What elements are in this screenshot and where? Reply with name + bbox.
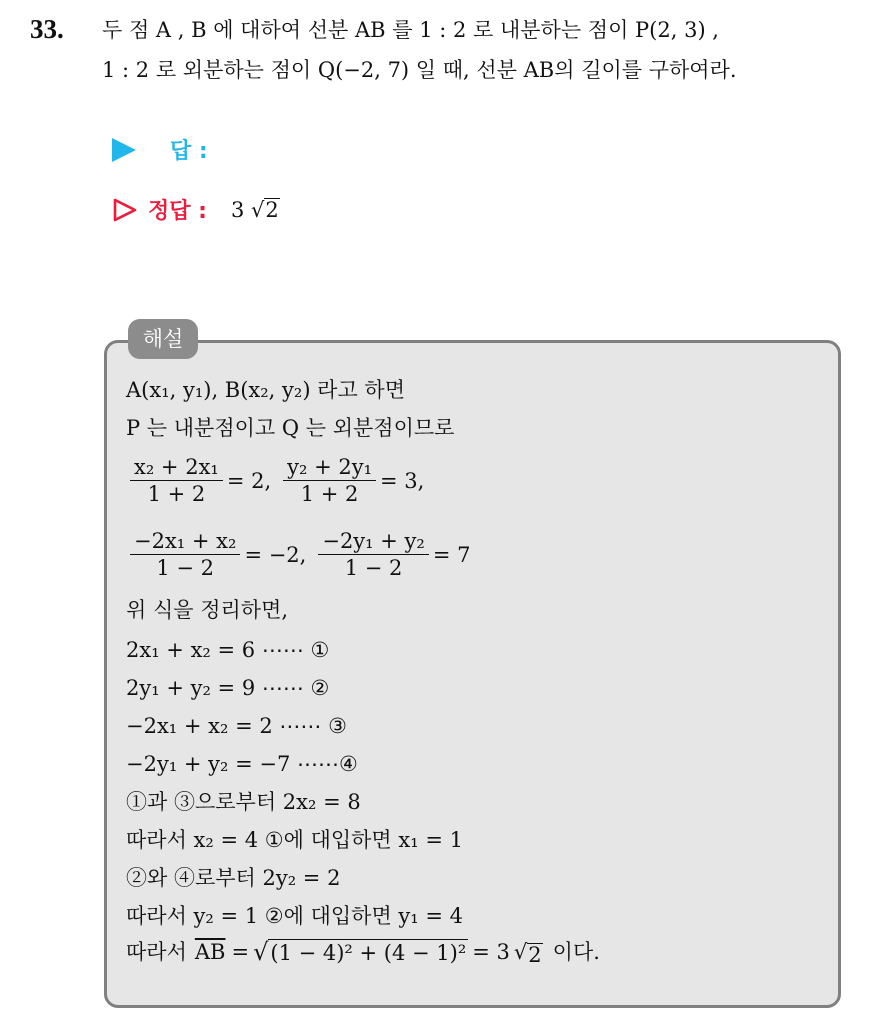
segment-ab: $\overline{AB}$ <box>194 940 226 964</box>
question-number: 33. <box>30 14 64 44</box>
solution-line: ①과 ③으로부터 2x₂ = 8 <box>126 790 361 814</box>
fraction: $\frac{\text{−2y₁ + y₂}}{1 - 2}$ <box>318 528 428 581</box>
correct-answer-value <box>231 198 280 222</box>
radicand: (1 − 4)² + (4 − 1)² <box>270 941 467 965</box>
solution-line: 2x₁ + x₂ = 6 ⋯⋯ ① <box>126 638 330 662</box>
solution-line: 따라서 y₂ = 1 ②에 대입하면 y₁ = 4 <box>126 904 463 928</box>
radicand: 2 <box>528 942 542 967</box>
solution-line: −2x₁ + x₂ = 2 ⋯⋯ ③ <box>126 714 347 738</box>
correct-answer-coef: 3 <box>230 197 245 222</box>
answer-label: 답 : <box>170 139 208 164</box>
play-triangle-icon <box>112 138 136 162</box>
sqrt-symbol: √ 2 <box>251 197 279 223</box>
solution-line: P 는 내분점이고 Q 는 외분점이므로 <box>126 416 455 440</box>
correct-answer-radicand: 2 <box>265 198 279 223</box>
sqrt-symbol: √ (1 − 4)² + (4 − 1)² <box>253 938 467 966</box>
question-text-line-1: 두 점 A , B 에 대하여 선분 AB 를 1 : 2 로 내분하는 점이 P(2, 3) , <box>102 18 719 42</box>
solution-line: 위 식을 정리하면, <box>126 598 289 622</box>
correct-answer-label: 정답 : <box>148 199 207 224</box>
equals-three: = 3 <box>472 940 510 964</box>
fraction-equation-row <box>126 528 470 581</box>
equation-rhs: = 2, <box>226 468 272 493</box>
equals-sign: = <box>231 940 250 964</box>
solution-line: A(x₁, y₁), B(x₂, y₂) 라고 하면 <box>126 378 406 402</box>
solution-line: 2y₁ + y₂ = 9 ⋯⋯ ② <box>126 676 330 700</box>
equation-rhs: = −2, <box>244 542 307 567</box>
outline-triangle-icon <box>112 197 138 223</box>
sqrt-symbol: √ 2 <box>513 940 542 967</box>
fraction: $\frac{\text{y₂ + 2y₁}}{1 + 2}$ <box>283 454 376 507</box>
equation-rhs: = 3, <box>380 468 425 493</box>
final-line-prefix: 따라서 <box>126 940 187 964</box>
fraction: $\frac{\text{−2x₁ + x₂}}{1 - 2}$ <box>130 528 240 581</box>
question-text-line-2: 1 : 2 로 외분하는 점이 Q(−2, 7) 일 때, 선분 AB의 길이를 구하여라. <box>102 58 737 82</box>
equation-rhs: = 7 <box>432 542 471 567</box>
solution-line: 따라서 x₂ = 4 ①에 대입하면 x₁ = 1 <box>126 828 463 852</box>
solution-line: ②와 ④로부터 2y₂ = 2 <box>126 866 341 890</box>
solution-tab: 해설 <box>128 319 198 359</box>
solution-line: −2y₁ + y₂ = −7 ⋯⋯④ <box>126 752 358 776</box>
final-line <box>126 938 600 966</box>
answer-input-row[interactable] <box>112 134 208 165</box>
fraction: $\frac{\text{x₂ + 2x₁}}{1 + 2}$ <box>130 454 223 507</box>
final-line-suffix: 이다. <box>552 940 600 964</box>
fraction-equation-row <box>126 454 424 507</box>
correct-answer-row <box>112 194 280 225</box>
